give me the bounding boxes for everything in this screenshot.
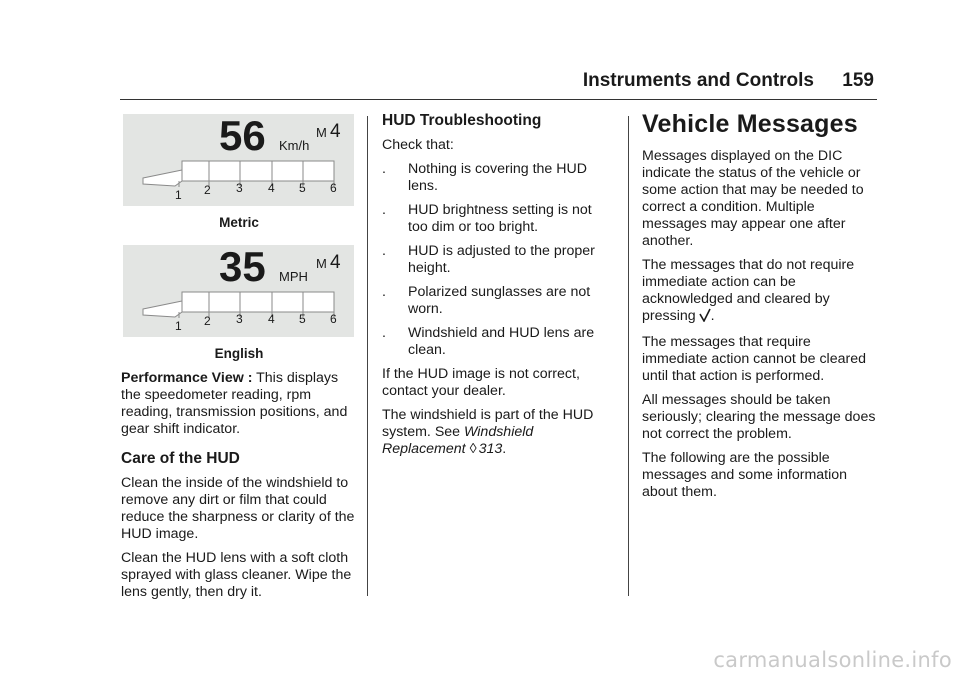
rpm-tick-label: 3 xyxy=(236,181,243,195)
hud-figure-english xyxy=(123,245,354,337)
column-1 xyxy=(121,114,357,608)
troubleshooting-paragraph-2 xyxy=(382,407,614,458)
messages-paragraph-1: Messages displayed on the DIC indicate the status of the vehicle or some action that may be needed to correct a condition. Multiple messages may appear one after another. xyxy=(642,148,864,249)
list-item xyxy=(382,161,614,195)
column-divider xyxy=(367,116,368,596)
checkmark-icon xyxy=(699,308,711,327)
messages-paragraph-5: The following are the possible messages and some information about them. xyxy=(642,450,848,500)
rpm-tick-label: 1 xyxy=(175,319,182,333)
speed-unit: MPH xyxy=(279,269,308,284)
list-item xyxy=(382,243,614,277)
performance-view-text: This displays the speedometer reading, rpm reading, transmission positions, and gear shift indicator. xyxy=(121,370,348,437)
hud-illustration-english xyxy=(123,245,354,337)
watermark: carmanualsonline.info xyxy=(713,648,952,672)
rpm-tick-label: 3 xyxy=(236,312,243,326)
list-item xyxy=(382,325,614,359)
troubleshooting-intro: Check that: xyxy=(382,137,454,153)
messages-paragraph-4: All messages should be taken seriously; clearing the message does not correct the problem. xyxy=(642,392,876,442)
troubleshooting-paragraph-1: If the HUD image is not correct, contact your dealer. xyxy=(382,366,580,399)
list-item xyxy=(382,284,614,318)
list-item xyxy=(382,202,614,236)
reference-page[interactable]: 313 xyxy=(478,441,503,457)
rpm-tick-label: 4 xyxy=(268,312,275,326)
section-title: Instruments and Controls xyxy=(582,70,814,91)
rpm-tick-label: 1 xyxy=(175,188,182,202)
vehicle-messages-heading: Vehicle Messages xyxy=(642,110,858,138)
list-item-text: HUD brightness setting is not too dim or too bright. xyxy=(408,202,592,235)
bullet-mark: . xyxy=(382,243,386,259)
messages-paragraph-3: The messages that require immediate action cannot be cleared until that action is performed. xyxy=(642,334,866,384)
speed-unit: Km/h xyxy=(279,138,310,153)
gear-mode: M xyxy=(316,256,327,271)
care-heading: Care of the HUD xyxy=(121,450,240,467)
rpm-tick-label: 6 xyxy=(330,312,337,326)
paragraph-end: . xyxy=(710,308,715,324)
header-rule xyxy=(120,99,877,100)
gear-number: 4 xyxy=(330,252,341,273)
performance-view-paragraph xyxy=(121,370,357,438)
rpm-tick-label: 2 xyxy=(204,183,211,197)
speed-readout: 56 xyxy=(219,114,266,159)
paragraph-text: The messages that do not require immediate action can be acknowledged and cleared by pressing xyxy=(642,257,855,324)
gear-number: 4 xyxy=(330,121,341,142)
cross-reference-link[interactable]: Windshield Replacement xyxy=(382,424,534,457)
speed-readout: 35 xyxy=(219,245,266,290)
page-number: 159 xyxy=(842,70,874,91)
rpm-tick-labels xyxy=(175,181,337,202)
rpm-tick-labels xyxy=(175,312,337,333)
troubleshooting-heading: HUD Troubleshooting xyxy=(382,112,542,129)
figure-caption: Metric xyxy=(219,215,259,230)
hud-illustration-metric xyxy=(123,114,354,206)
bullet-mark: . xyxy=(382,202,386,218)
paragraph-end: . xyxy=(502,441,507,457)
care-paragraph-2: Clean the HUD lens with a soft cloth sprayed with glass cleaner. Wipe the lens gently, then dry it. xyxy=(121,550,352,600)
reference-diamond-icon: ◊ xyxy=(469,441,477,457)
paragraph-text: The windshield is part of the HUD system. See xyxy=(382,407,594,440)
page-header xyxy=(120,66,876,98)
gear-mode: M xyxy=(316,125,327,140)
rpm-tick-label: 5 xyxy=(299,181,306,195)
messages-paragraph-2 xyxy=(642,257,878,327)
bullet-mark: . xyxy=(382,161,386,177)
column-divider xyxy=(628,116,629,596)
rpm-tick-label: 2 xyxy=(204,314,211,328)
rpm-tick-label: 4 xyxy=(268,181,275,195)
list-item-text: Windshield and HUD lens are clean. xyxy=(408,325,595,358)
column-2 xyxy=(382,112,614,465)
column-3 xyxy=(642,110,878,508)
figure-caption: English xyxy=(214,346,264,361)
rpm-tick-label: 5 xyxy=(299,312,306,326)
hud-figure-metric xyxy=(123,114,354,206)
performance-view-label: Performance View : xyxy=(121,370,253,386)
care-paragraph-1: Clean the inside of the windshield to remove any dirt or film that could reduce the sharpness or clarity of the HUD image. xyxy=(121,475,355,542)
list-item-text: Polarized sunglasses are not worn. xyxy=(408,284,591,317)
rpm-tick-label: 6 xyxy=(330,181,337,195)
bullet-mark: . xyxy=(382,284,386,300)
bullet-mark: . xyxy=(382,325,386,341)
list-item-text: HUD is adjusted to the proper height. xyxy=(408,243,595,276)
list-item-text: Nothing is covering the HUD lens. xyxy=(408,161,587,194)
